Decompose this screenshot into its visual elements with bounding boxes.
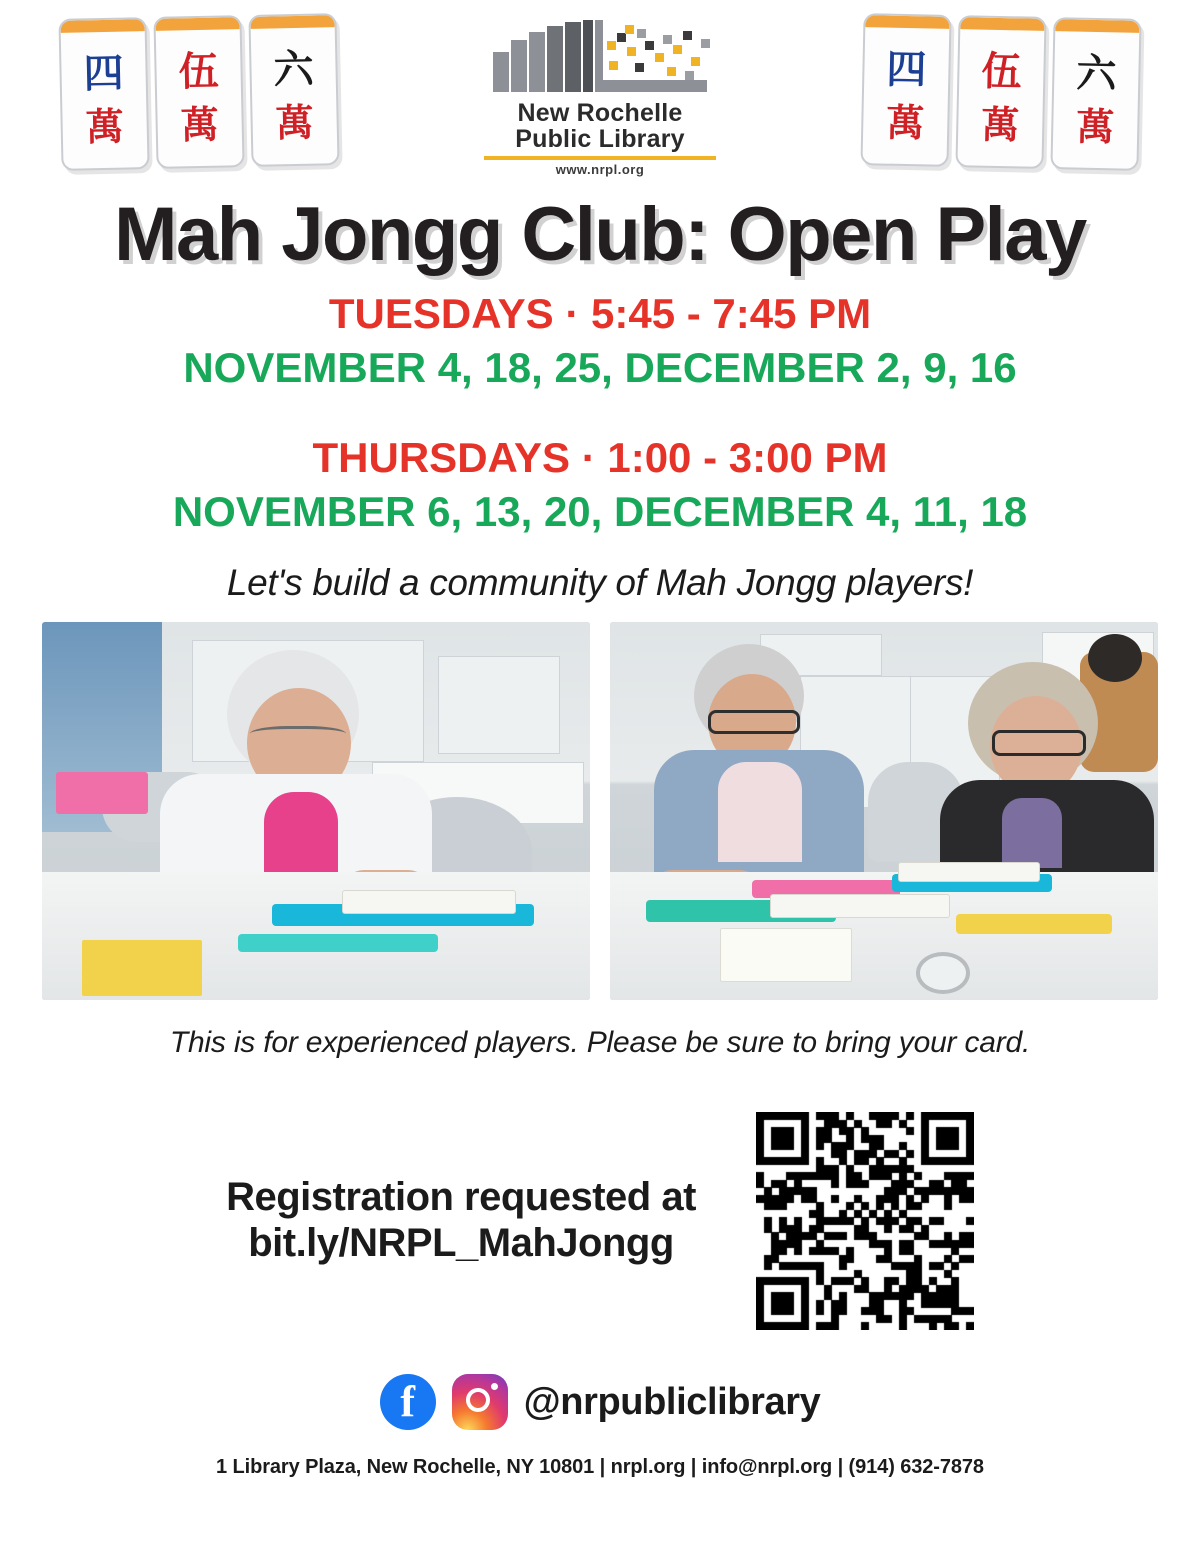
logo-text-line1: New Rochelle xyxy=(517,99,683,127)
tile-glyph-bottom: 萬 xyxy=(180,102,220,148)
tagline: Let's build a community of Mah Jongg players! xyxy=(226,562,974,603)
tile-cap xyxy=(155,17,239,31)
photo-person-glasses xyxy=(708,710,800,734)
tile-cap xyxy=(60,19,144,33)
tile-glyph-bottom: 萬 xyxy=(275,100,315,146)
schedule-dates: NOVEMBER 4, 18, 25, DECEMBER 2, 9, 16 xyxy=(183,344,1017,391)
photo-magnifier xyxy=(916,952,970,994)
photo-two-players xyxy=(610,622,1158,1000)
experience-note: This is for experienced players. Please be sure to bring your card. xyxy=(169,1026,1031,1059)
schedule-tuesdays xyxy=(0,290,1200,392)
schedule-dates: NOVEMBER 6, 13, 20, DECEMBER 4, 11, 18 xyxy=(172,488,1028,535)
library-logo xyxy=(455,20,745,177)
registration-line1: Registration requested at xyxy=(226,1175,696,1220)
photo-tile-rack xyxy=(238,934,438,952)
open-book-logo-icon xyxy=(475,20,725,100)
tile-cap xyxy=(960,17,1044,31)
mahjongg-tile-icon xyxy=(1050,17,1141,171)
registration-text xyxy=(226,1175,696,1266)
tile-glyph-top: 四 xyxy=(885,46,927,94)
tile-glyph-top: 伍 xyxy=(178,48,220,96)
mahjongg-tiles-left xyxy=(58,13,339,171)
facebook-icon[interactable]: f xyxy=(380,1374,436,1430)
qr-code-canvas xyxy=(756,1112,974,1330)
schedule-spacer xyxy=(0,392,1200,422)
page-title: Mah Jongg Club: Open Play xyxy=(114,192,1086,277)
photo-person-glasses xyxy=(992,730,1086,756)
photo-gallery xyxy=(0,622,1200,1000)
photo-mahjongg-card xyxy=(720,928,852,982)
logo-text-line2: Public Library xyxy=(515,125,685,154)
photo-tile-rack xyxy=(956,914,1112,934)
photo-person-scarf xyxy=(1002,798,1062,868)
mahjongg-tiles-right xyxy=(860,13,1141,171)
photo-person-shirt xyxy=(718,762,802,862)
tile-cap xyxy=(865,15,949,29)
registration-link[interactable]: bit.ly/NRPL_MahJongg xyxy=(248,1221,674,1265)
photo-background-person-head xyxy=(1088,634,1142,682)
photo-person-glasses xyxy=(250,726,346,745)
instagram-icon[interactable] xyxy=(452,1374,508,1430)
photo-cabinet xyxy=(438,656,560,754)
tile-glyph-bottom: 萬 xyxy=(980,102,1020,148)
photo-player-placing-tile xyxy=(42,622,590,1000)
instagram-dot xyxy=(491,1383,498,1390)
photo-tiles xyxy=(770,894,950,918)
schedule-day-label: TUESDAYS · 5:45 - 7:45 PM xyxy=(328,290,872,337)
tile-glyph-top: 六 xyxy=(1075,50,1117,98)
tile-glyph-bottom: 萬 xyxy=(1075,104,1115,150)
instagram-ring xyxy=(466,1388,490,1412)
tile-glyph-top: 四 xyxy=(83,50,125,98)
tile-cap xyxy=(250,15,334,29)
photo-tiles xyxy=(342,890,516,914)
schedule-thursdays xyxy=(0,434,1200,536)
photo-mahjongg-card xyxy=(82,940,202,996)
mahjongg-tile-icon xyxy=(860,13,951,167)
mahjongg-tile-icon xyxy=(955,15,1046,169)
tile-glyph-top: 六 xyxy=(273,46,315,94)
registration-row xyxy=(0,1112,1200,1330)
tile-cap xyxy=(1055,19,1139,33)
footer-contact: 1 Library Plaza, New Rochelle, NY 10801 | nrpl.org | info@nrpl.org | (914) 632-7878 xyxy=(216,1456,984,1478)
photo-person-shirt xyxy=(264,792,338,882)
social-handle: @nrpubliclibrary xyxy=(523,1380,821,1423)
mahjongg-tile-icon xyxy=(58,17,149,171)
tile-glyph-bottom: 萬 xyxy=(885,100,925,146)
logo-divider xyxy=(484,156,716,160)
qr-code[interactable] xyxy=(756,1112,974,1330)
header-row xyxy=(0,0,1200,185)
tile-glyph-top: 伍 xyxy=(980,48,1022,96)
photo-pink-card xyxy=(56,772,148,814)
social-row xyxy=(0,1374,1200,1430)
logo-url: www.nrpl.org xyxy=(555,161,645,177)
photo-tiles xyxy=(898,862,1040,882)
mahjongg-tile-icon xyxy=(248,13,339,167)
schedule-day-label: THURSDAYS · 1:00 - 3:00 PM xyxy=(312,434,888,481)
mahjongg-tile-icon xyxy=(153,15,244,169)
tile-glyph-bottom: 萬 xyxy=(85,104,125,150)
